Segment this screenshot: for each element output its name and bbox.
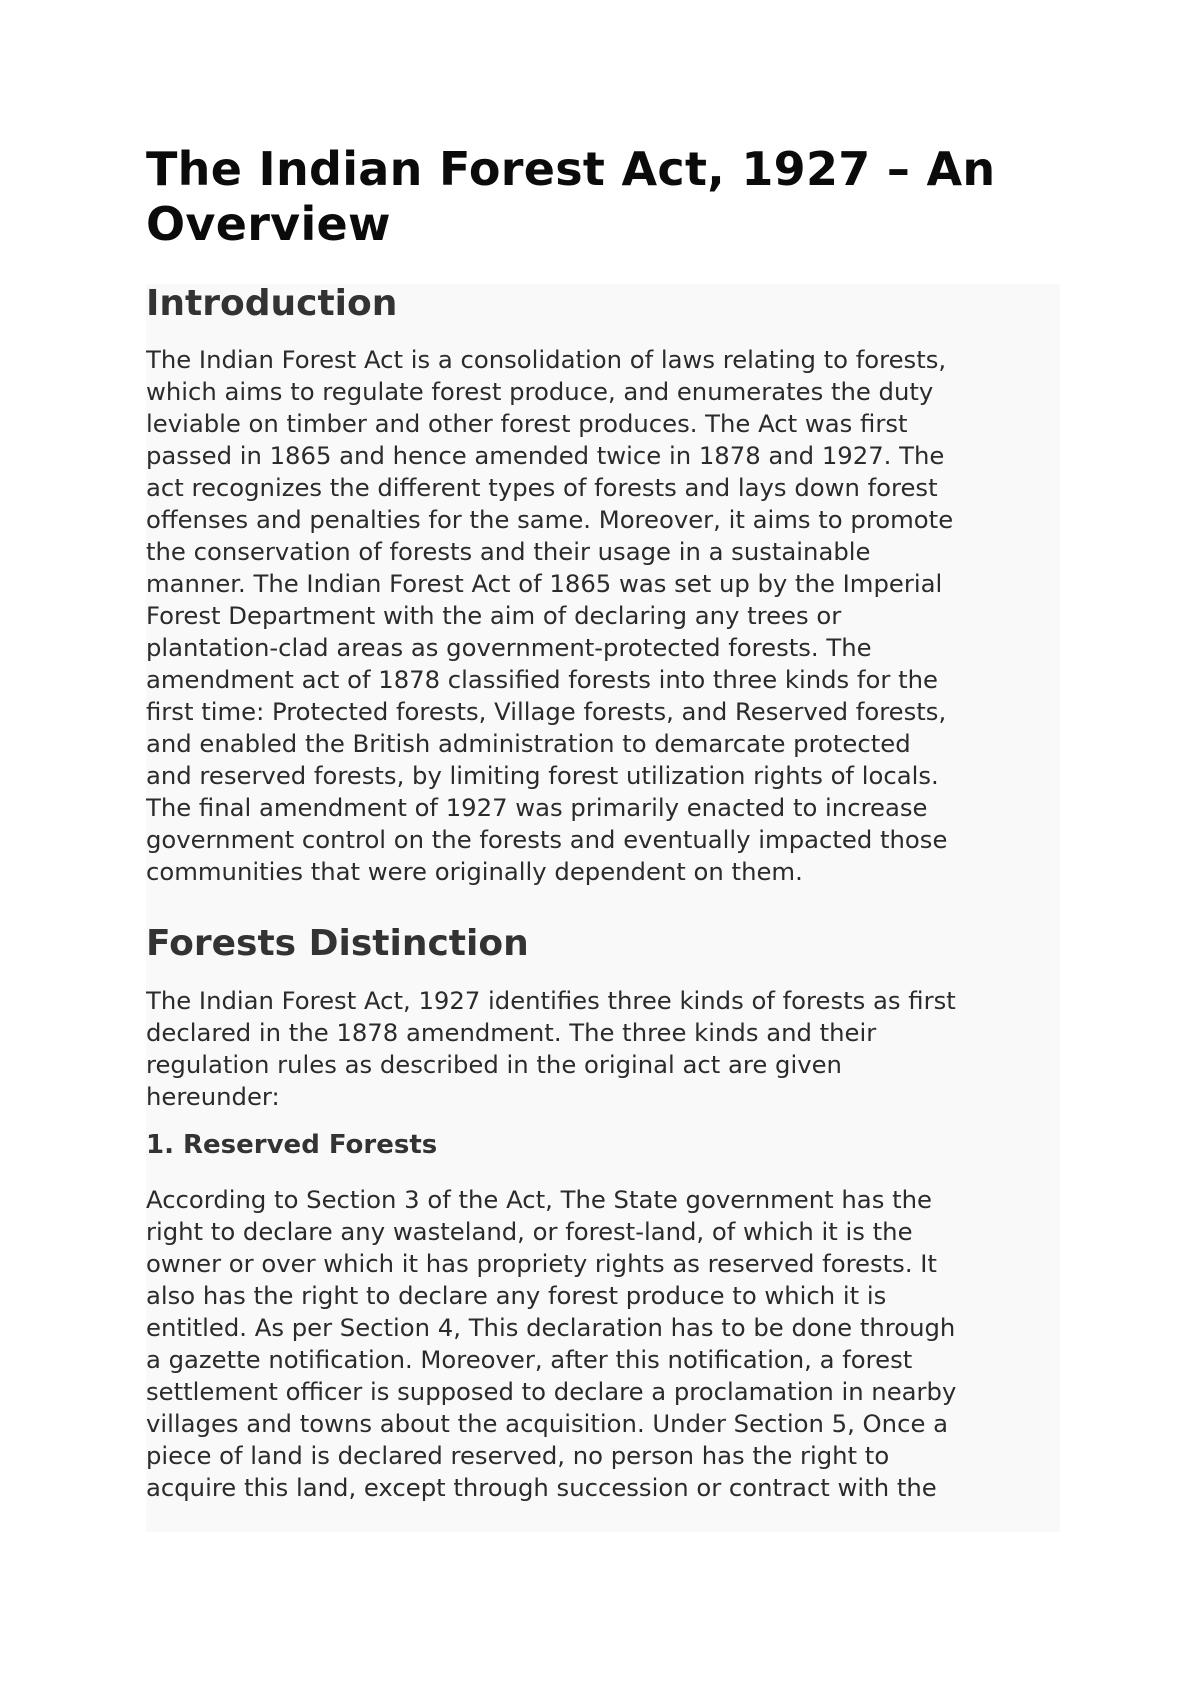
introduction-paragraph: The Indian Forest Act is a consolidation of laws relating to forests, which aims to regulate forest produce, and enumerates the duty leviable on timber and other forest produces. The Act was first passed in 1865 and hence amended twice in 1878 and 1927. The act recognizes the different types of forests and lays down forest offenses and penalties for the same. Moreover, it aims to promote the conservation of forests and their usage in a sustainable manner. The Indian Forest Act of 1865 was set up by the Imperial Forest Department with the aim of declaring any trees or plantation-clad areas as government-protected forests. The amendment act of 1878 classified forests into three kinds for the first time: Protected forests, Village forests, and Reserved forests, and enabled the British administration to demarcate protected and reserved forests, by limiting forest utilization rights of locals. The final amendment of 1927 was primarily enacted to increase government control on the forests and eventually impacted those communities that were originally dependent on them. (146, 345, 954, 886)
document-title: The Indian Forest Act, 1927 – An Overview (146, 142, 996, 251)
reserved-forests-heading: 1. Reserved Forests (146, 1130, 438, 1160)
reserved-forests-paragraph: According to Section 3 of the Act, The State government has the right to declare any wasteland, or forest-land, of which it is the owner or over which it has propriety rights as reserved forests. It also has the right to declare any forest produce to which it is entitled. As per Section 4, This declaration has to be done through a gazette notification. Moreover, after this notification, a forest settlement officer is supposed to declare a proclamation in nearby villages and towns about the acquisition. Under Section 5, Once a piece of land is declared reserved, no person has the right to acquire this land, except through succession or contract with the (146, 1185, 957, 1502)
content-clip (146, 284, 1060, 1532)
forests-distinction-heading: Forests Distinction (146, 923, 529, 964)
content-block (146, 284, 1060, 1532)
forests-distinction-paragraph: The Indian Forest Act, 1927 identifies three kinds of forests as first declared in the 1878 amendment. The three kinds and their regulation rules as described in the original act are given hereunder: (146, 986, 956, 1111)
introduction-heading: Introduction (146, 284, 398, 324)
